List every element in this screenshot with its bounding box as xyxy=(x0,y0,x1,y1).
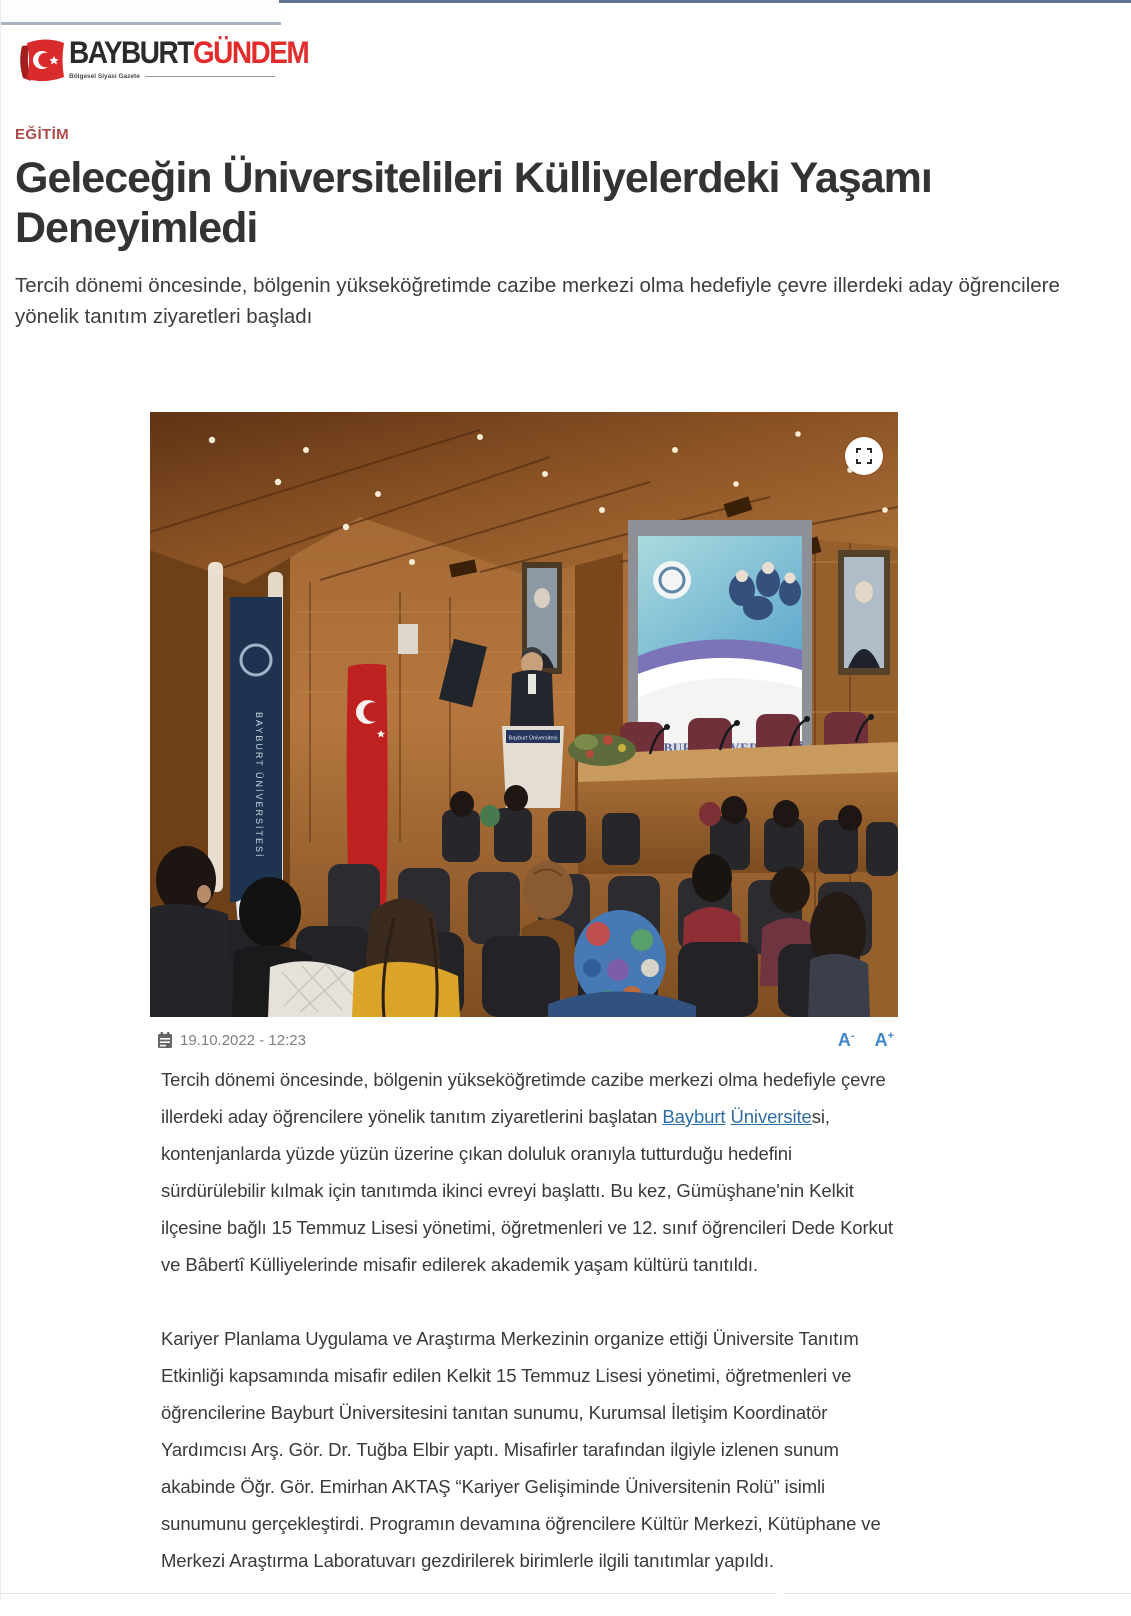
fullscreen-expand-button[interactable] xyxy=(845,437,883,475)
banner-label: BAYBURT ÜNİVERSİTESİ xyxy=(254,712,264,859)
article-photo xyxy=(150,412,898,1017)
link-bayburt[interactable]: Bayburt xyxy=(662,1106,726,1127)
publish-date-text: 19.10.2022 - 12:23 xyxy=(180,1031,306,1049)
link-universite[interactable]: Üniversite xyxy=(730,1106,812,1127)
paragraph-2: Kariyer Planlama Uygulama ve Araştırma Merkezinin organize ettiği Üniversite Tanıtım Etkinliği kapsamında misafir edilen Kelkit 15 Temmuz Lisesi yönetimi, öğretmenleri ve öğrencilerine Bayburt Üniversitesini tanıtan sunumu, Kurumsal İletişim Koordinatör Yardımcısı Arş. Gör. Dr. Tuğba Elbir yaptı. Misafirler tarafından ilgiyle izlenen sunum akabinde Öğr. Gör. Emirhan AKTAŞ “Kariyer Gelişiminde Üniversitenin Rolü” isimli sunumunu gerçekleştirdi. Programın devamına öğrencilere Kültür Merkezi, Kütüphane ve Merkezi Araştırma Laboratuvarı gezdirilerek birimlerle ilgili tanıtımlar yapıldı. xyxy=(161,1328,881,1571)
font-size-controls xyxy=(838,1031,894,1049)
section-divider-right xyxy=(784,1593,1131,1594)
publish-date xyxy=(158,1032,306,1049)
framed-portrait-right xyxy=(838,550,890,675)
top-left-panel xyxy=(1,0,281,25)
tagline-rule xyxy=(145,76,275,77)
calendar-icon xyxy=(158,1032,172,1048)
title-line-1: Geleceğin Üniversitelileri Külliyelerdeki Yaşamı xyxy=(15,154,932,202)
category-label[interactable]: EĞİTİM xyxy=(15,126,70,143)
brand-name xyxy=(69,36,308,70)
article-header xyxy=(15,126,1118,333)
flower-arrangement xyxy=(568,734,636,766)
site-logo[interactable] xyxy=(16,36,308,84)
section-divider-left xyxy=(1,1593,777,1594)
podium-label: Bayburt Üniversitesi xyxy=(508,735,558,742)
article-meta xyxy=(150,1029,898,1051)
paragraph-1 xyxy=(161,1061,896,1283)
brand-tagline: Bölgesel Siyasi Gazete xyxy=(69,73,140,80)
title-line-2: Deneyimledi xyxy=(15,204,258,253)
screen-title: BAYBURT xyxy=(635,740,702,755)
turkish-flag-icon xyxy=(16,36,66,84)
brand-part-dark: BAYBURT xyxy=(69,34,193,70)
article-content-column xyxy=(150,412,898,1616)
p1-text-after: si, kontenjanlarda yüzde yüzün üzerine çıkan doluluk oranıyla tutturduğu hedefini sürdürülebilir kılmak için tanıtımda ikinci evreyi başlattı. Bu kez, Gümüşhane'nin Kelkit ilçesine bağlı 15 Temmuz Lisesi yönetimi, öğretmenleri ve 12. sınıf öğrencileri Dede Korkut ve Bâbertî Külliyelerinde misafir edilerek akademik yaşam kültürü tanıtıldı. xyxy=(161,1106,893,1275)
article-lead: Tercih dönemi öncesinde, bölgenin yükseköğretimde cazibe merkezi olma hedefiyle çevre illerdeki aday öğrencilere yönelik tanıtım ziyaretleri başladı xyxy=(15,273,1060,329)
conference-hall-illustration xyxy=(150,412,898,1017)
font-decrease-button[interactable]: A- xyxy=(837,1030,855,1050)
fullscreen-icon xyxy=(856,448,872,464)
font-increase-button[interactable]: A+ xyxy=(874,1030,894,1050)
article-body xyxy=(150,1061,898,1579)
brand-part-red: GÜNDEM xyxy=(192,34,309,70)
top-border-strip xyxy=(279,0,1131,3)
page-title xyxy=(15,153,1118,254)
p1-text-before: Tercih dönemi öncesinde, bölgenin yükseköğretimde cazibe merkezi olma hedefiyle çevre illerdeki aday öğrencilere yönelik tanıtım ziyaretlerini başlatan xyxy=(161,1069,886,1127)
